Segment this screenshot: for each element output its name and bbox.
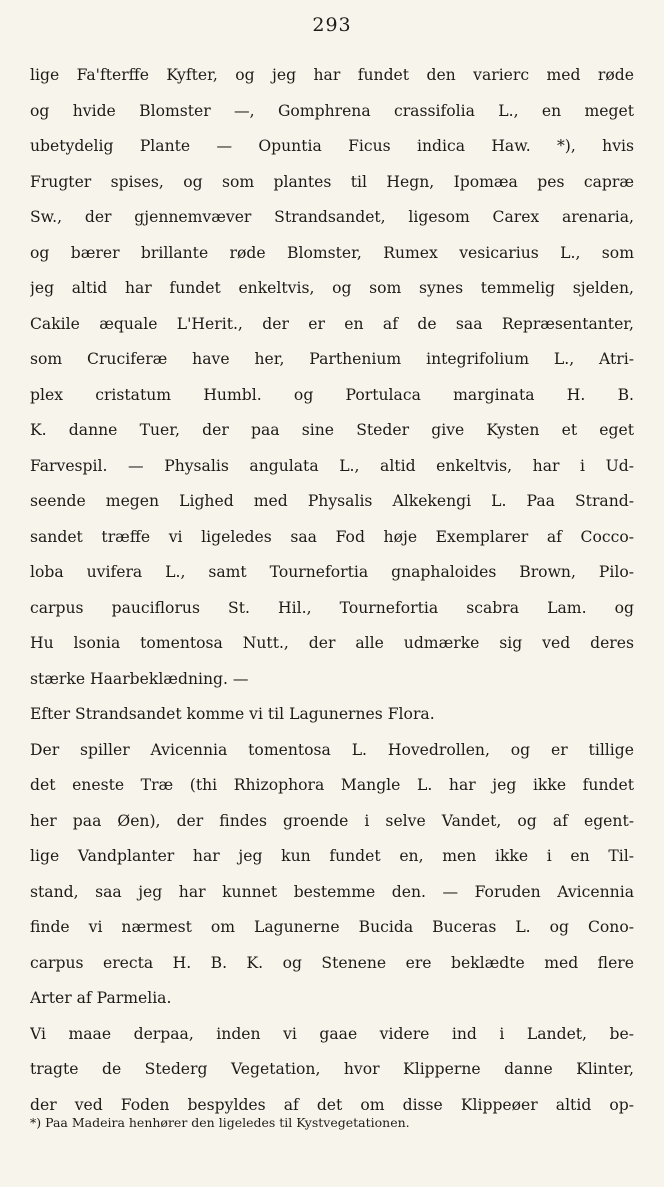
text-line: loba uvifera L., samt Tournefortia gnaphaloides Brown, Pilo- [30, 563, 634, 581]
text-line: det eneste Træ (thi Rhizophora Mangle L. har jeg ikke fundet [30, 776, 634, 794]
page-number: 293 [312, 14, 352, 36]
text-line: plex cristatum Humbl. og Portulaca marginata H. B. [30, 385, 634, 404]
text-line: jeg altid har fundet enkeltvis, og som synes temmelig sjelden, [30, 279, 634, 297]
text-line: Arter af Parmelia. [30, 989, 172, 1007]
text-line: carpus erecta H. B. K. og Stenene ere beklædte med flere [30, 953, 634, 972]
text-line: finde vi nærmest om Lagunerne Bucida Buceras L. og Cono- [30, 918, 634, 936]
text-line: her paa Øen), der findes groende i selve Vandet, og af egent- [30, 811, 634, 830]
text-line: K. danne Tuer, der paa sine Steder give Kysten et eget [30, 421, 634, 439]
text-line: lige Vandplanter har jeg kun fundet en, men ikke i en Til- [30, 847, 634, 865]
text-line: sandet træffe vi ligeledes saa Fod høje Exemplarer af Cocco- [30, 527, 634, 546]
text-line: seende megen Lighed med Physalis Alkekengi L. Paa Strand- [30, 492, 634, 510]
text-line: ubetydelig Plante — Opuntia Ficus indica Haw. *), hvis [30, 137, 634, 155]
text-line: og hvide Blomster —, Gomphrena crassifolia L., en meget [30, 101, 634, 120]
text-line: der ved Foden bespyldes af det om disse Klippeøer altid op- [30, 1095, 634, 1114]
text-line: lige Fa'fterffe Kyfter, og jeg har fundet den varierc med røde [30, 66, 634, 84]
text-line: Farvespil. — Physalis angulata L., altid enkeltvis, har i Ud- [30, 456, 634, 475]
text-line: som Cruciferæ have her, Parthenium integrifolium L., Atri- [30, 350, 634, 368]
footnote: *) Paa Madeira henhører den ligeledes til Kystvegetationen. [30, 1115, 410, 1130]
text-line: Efter Strandsandet komme vi til Lagunernes Flora. [30, 705, 435, 723]
text-line: Der spiller Avicennia tomentosa L. Hovedrollen, og er tillige [30, 740, 634, 759]
text-line: stand, saa jeg har kunnet bestemme den. — Foruden Avicennia [30, 882, 634, 901]
text-line: Frugter spises, og som plantes til Hegn, Ipomæa pes capræ [30, 172, 634, 191]
text-line: Vi maae derpaa, inden vi gaae videre ind i Landet, be- [30, 1024, 634, 1043]
text-line: stærke Haarbeklædning. — [30, 669, 249, 688]
text-line: Hu lsonia tomentosa Nutt., der alle udmærke sig ved deres [30, 634, 634, 652]
text-line: Cakile æquale L'Herit., der er en af de saa Repræsentanter, [30, 314, 634, 333]
body-text [30, 58, 634, 1123]
text-line: og bærer brillante røde Blomster, Rumex vesicarius L., som [30, 243, 634, 262]
text-line: tragte de Stederg Vegetation, hvor Klipperne danne Klinter, [30, 1060, 634, 1078]
text-line: Sw., der gjennemvæver Strandsandet, ligesom Carex arenaria, [30, 208, 634, 226]
text-line: carpus pauciflorus St. Hil., Tournefortia scabra Lam. og [30, 598, 634, 617]
